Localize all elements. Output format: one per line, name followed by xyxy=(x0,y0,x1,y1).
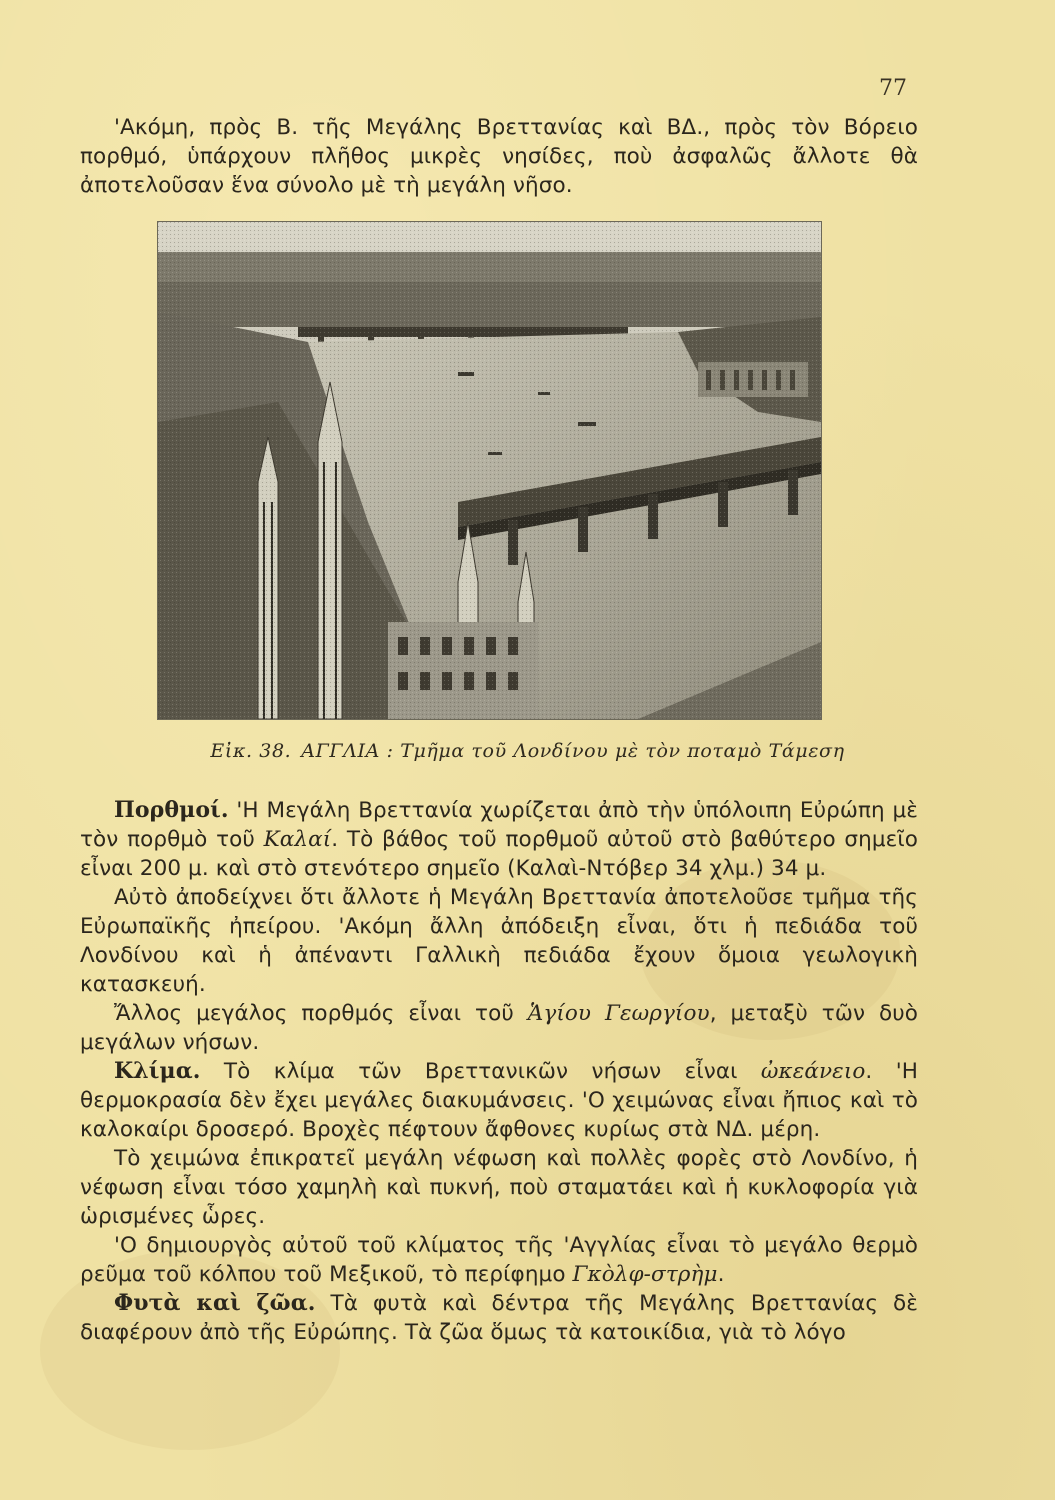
porthmoi-paragraph-1 xyxy=(80,796,918,883)
fyta-text: Τὰ φυτὰ καὶ δέντρα τῆς Μεγάλης Βρεττανίας δὲ διαφέρουν ἀπὸ τῆς Εὐρώπης. Τὰ ζῶα ὅμως τὰ κατοικίδια, γιὰ τὸ λόγο xyxy=(80,1291,919,1345)
body-text xyxy=(80,796,918,1347)
okeanio-term: ὠκεάνειο xyxy=(760,1059,866,1084)
klima-paragraph-1 xyxy=(80,1057,918,1144)
klima-p3-text-b: . xyxy=(717,1262,725,1287)
porthmoi-text-a: 'Η Μεγάλη Βρεττανία χωρίζεται ἀπὸ τὴν ὑπόλοιπη Εὐρώπη μὲ τὸν πορθμὸ τοῦ xyxy=(80,798,918,852)
klima-paragraph-2: Τὸ χειμώνα ἐπικρατεῖ μεγάλη νέφωση καὶ πολλὲς φορὲς στὸ Λονδίνο, ἡ νέφωση εἶναι τόσο χαμηλὴ καὶ πυκνή, ποὺ σταματάει καὶ ἡ κυκλοφορία γιὰ ὡρισμένες ὧρες. xyxy=(80,1146,918,1229)
gulf-stream-term: Γκὸλφ-στρὴμ xyxy=(572,1262,718,1287)
agiou-georgiou-term: Ἁγίου Γεωργίου xyxy=(527,1001,710,1026)
fyta-paragraph-1 xyxy=(80,1289,918,1347)
figure-caption xyxy=(0,740,1055,762)
porthmoi-text-b: . Τὸ βάθος τοῦ πορθμοῦ αὐτοῦ στὸ βαθύτερο σημεῖο εἶναι 200 μ. καὶ στὸ στενότερο σημεῖο (Καλαὶ-Ντόβερ 34 χλμ.) 34 μ. xyxy=(80,827,918,881)
kalai-term: Καλαί xyxy=(263,827,332,852)
klima-paragraph-3 xyxy=(80,1231,918,1289)
klima-text-a: Τὸ κλίμα τῶν Βρεττανικῶν νήσων εἶναι xyxy=(223,1059,738,1084)
london-thames-photo xyxy=(158,222,821,719)
fyta-heading: Φυτὰ καὶ ζῶα. xyxy=(114,1290,316,1316)
photo-illustration xyxy=(158,222,821,719)
porthmoi-paragraph-3 xyxy=(80,999,918,1057)
klima-text-b: . 'Η θερμοκρασία δὲν ἔχει μεγάλες διακυμάνσεις. 'Ο χειμώνας εἶναι ἤπιος καὶ τὸ καλοκαίρι δροσερό. Βροχὲς πέφτουν ἄφθονες κυρίως στὰ ΝΔ. μέρη. xyxy=(80,1059,919,1142)
intro-paragraph: 'Ακόμη, πρὸς Β. τῆς Μεγάλης Βρεττανίας καὶ ΒΔ., πρὸς τὸν Βόρειο πορθμό, ὑπάρχουν πλῆθος μικρὲς νησίδες, ποὺ ἀσφαλῶς ἄλλοτε θὰ ἀποτελοῦσαν ἕνα σύνολο μὲ τὴ μεγάλη νῆσο. xyxy=(80,115,918,198)
page-number: 77 xyxy=(879,76,907,101)
porthmoi-p3-text-b: , μεταξὺ τῶν δυὸ μεγάλων νήσων. xyxy=(80,1001,918,1055)
porthmoi-p3-text-a: Ἄλλος μεγάλος πορθμός εἶναι τοῦ xyxy=(114,1001,514,1026)
figure-label: Εἰκ. 38. xyxy=(210,740,292,762)
klima-p3-text-a: 'Ο δημιουργὸς αὐτοῦ τοῦ κλίματος τῆς 'Αγγλίας εἶναι τὸ μεγάλο θερμὸ ρεῦμα τοῦ κόλπου τοῦ Μεξικοῦ, τὸ περίφημο xyxy=(80,1233,918,1287)
porthmoi-heading: Πορθμοί. xyxy=(114,797,229,823)
figure-caption-text: ΑΓΓΛΙΑ : Τμῆμα τοῦ Λονδίνου μὲ τὸν ποταμὸ Τάμεση xyxy=(301,740,845,762)
klima-heading: Κλίμα. xyxy=(114,1058,201,1084)
intro-text xyxy=(80,113,918,200)
porthmoi-paragraph-2: Αὐτὸ ἀποδείχνει ὅτι ἄλλοτε ἡ Μεγάλη Βρεττανία ἀποτελοῦσε τμῆμα τῆς Εὐρωπαϊκῆς ἠπείρου. 'Ακόμη ἄλλη ἀπόδειξη εἶναι, ὅτι ἡ πεδιάδα τοῦ Λονδίνου καὶ ἡ ἀπέναντι Γαλλικὴ πεδιάδα ἔχουν ὅμοια γεωλογικὴ κατασκευή. xyxy=(80,885,918,997)
